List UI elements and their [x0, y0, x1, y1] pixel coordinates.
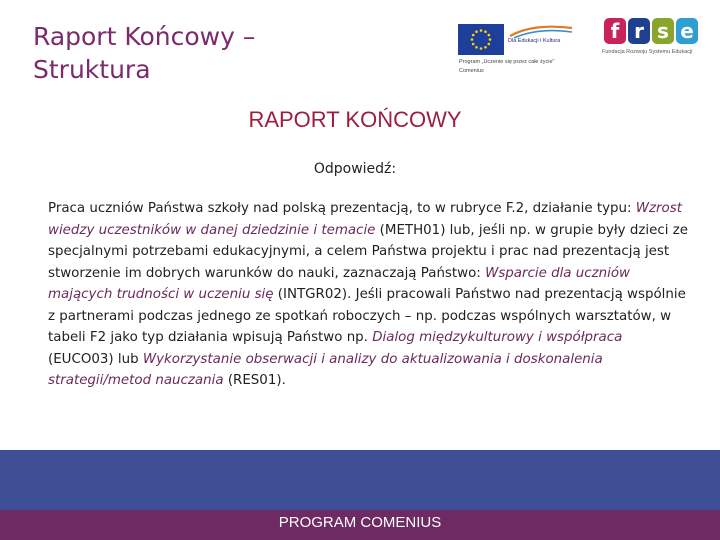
footer-band	[0, 450, 720, 510]
body-segment-3: (INTGR02). Jeśli pracowali Państwo nad prezentacją wspólnie z partnerami podczas jednego ze spotkań roboczych – np. podczas wspólnych warsztatów, w tabeli F2 jako typ działania wpisują Państwo np.	[48, 287, 686, 345]
answer-body	[48, 198, 688, 392]
frse-letters	[604, 18, 698, 44]
frse-subtitle: Fundacja Rozwoju Systemu Edukacji	[602, 49, 693, 55]
slide-title-line2: Struktura	[33, 55, 151, 84]
eu-lifelong-learning-logo	[456, 22, 576, 78]
eu-caption-program: Program „Uczenie się przez całe życie”	[459, 59, 555, 65]
body-segment-5: (RES01).	[223, 373, 286, 388]
frse-letter-f: f	[604, 18, 626, 44]
frse-letter-s: s	[652, 18, 674, 44]
body-activity-intgr02: Wsparcie dla uczniów mających trudności w uczeniu się	[48, 265, 630, 302]
slide-title	[33, 20, 255, 86]
answer-label: Odpowiedź:	[313, 161, 397, 177]
eu-caption-dg: Dla Edukacji i Kultura	[508, 38, 561, 44]
slide-title-line1: Raport Końcowy –	[33, 22, 256, 51]
frse-logo	[600, 18, 710, 68]
body-activity-euco03: Dialog międzykulturowy i współpraca	[372, 330, 623, 345]
frse-letter-e: e	[676, 18, 698, 44]
body-segment-4: (EUCO03) lub	[48, 351, 143, 367]
body-segment-1: Praca uczniów Państwa szkoły nad polską prezentacją, to w rubryce F.2, działanie typu:	[48, 201, 636, 216]
report-heading: RAPORT KOŃCOWY	[248, 107, 462, 132]
frse-letter-r: r	[628, 18, 650, 44]
body-activity-meth01: Wzrost wiedzy uczestników w danej dziedzinie i temacie	[48, 201, 682, 238]
footer-program-label: PROGRAM COMENIUS	[278, 514, 442, 531]
body-segment-2: (METH01) lub, jeśli np. w grupie były dzieci ze specjalnymi potrzebami edukacyjnymi, a celem Państwa projektu i prac nad prezentacją jest stworzenie im dobrych warunków do nauki, zaznaczają Państwo:	[48, 222, 688, 281]
eu-caption-comenius: Comenius	[459, 68, 484, 74]
llp-swoosh-icon	[508, 24, 574, 38]
body-activity-res01: Wykorzystanie obserwacji i analizy do aktualizowania i doskonalenia strategii/metod nauczania	[48, 351, 603, 388]
eu-flag-icon	[458, 24, 504, 55]
